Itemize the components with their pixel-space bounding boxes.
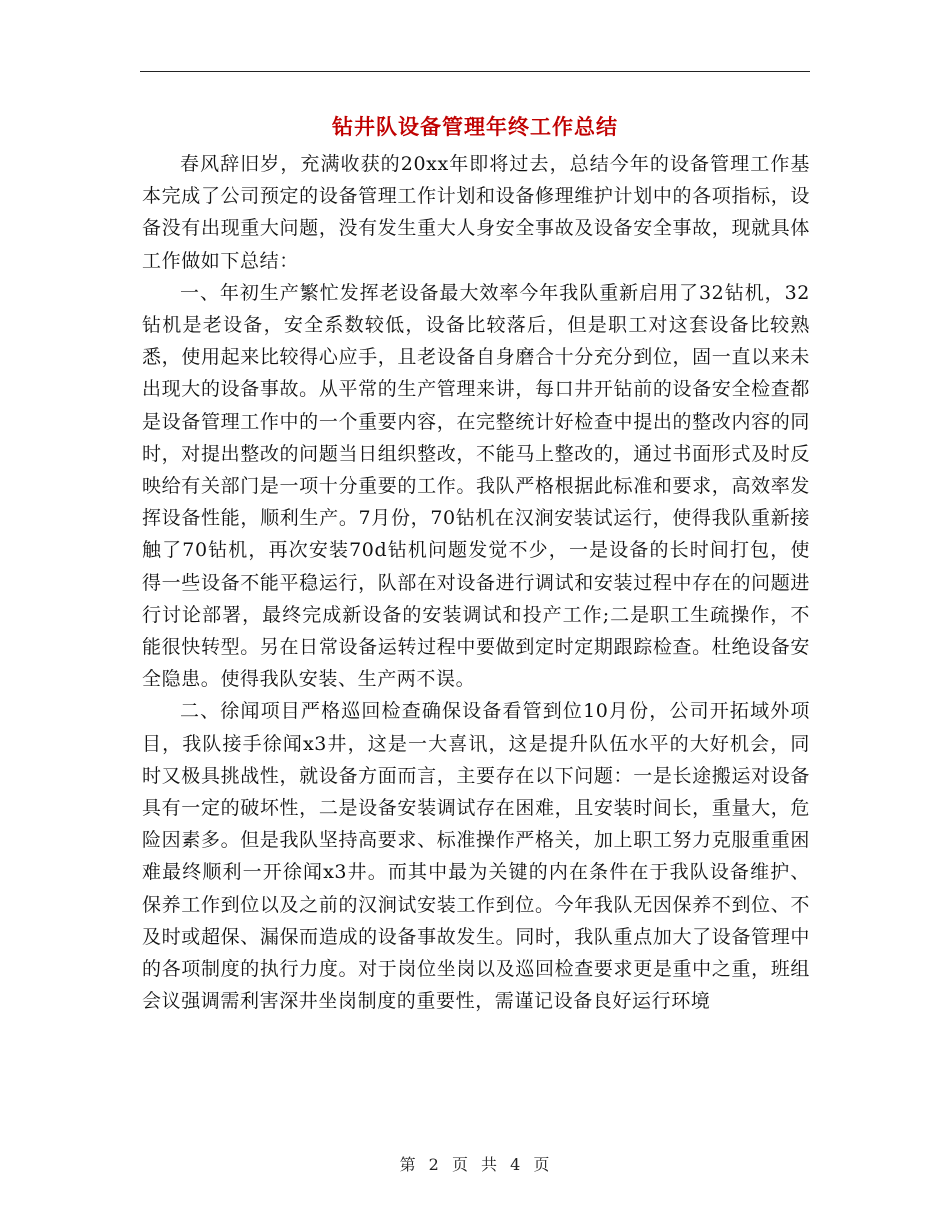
document-body bbox=[142, 148, 810, 1017]
paragraph-section-2: 二、徐闻项目严格巡回检查确保设备看管到位10月份，公司开拓域外项目，我队接手徐闻x3井，这是一大喜讯，这是提升队伍水平的大好机会，同时又极具挑战性，就设备方面而言，主要存在以下问题：一是长途搬运对设备具有一定的破坏性，二是设备安装调试存在困难，且安装时间长，重量大，危险因素多。但是我队坚持高要求、标准操作严格关，加上职工努力克服重重困难最终顺利一开徐闻x3井。而其中最为关键的内在条件在于我队设备维护、保养工作到位以及之前的汉涧试安装工作到位。今年我队无因保养不到位、不及时或超保、漏保而造成的设备事故发生。同时，我队重点加大了设备管理中的各项制度的执行力度。对于岗位坐岗以及巡回检查要求更是重中之重，班组会议强调需利害深井坐岗制度的重要性，需谨记设备良好运行环境 bbox=[142, 700, 810, 1013]
header-rule bbox=[140, 71, 810, 72]
paragraph-section-1: 一、年初生产繁忙发挥老设备最大效率今年我队重新启用了32钻机，32钻机是老设备，安全系数较低，设备比较落后，但是职工对这套设备比较熟悉，使用起来比较得心应手，且老设备自身磨合十分充分到位，固一直以来未出现大的设备事故。从平常的生产管理来讲，每口井开钻前的设备安全检查都是设备管理工作中的一个重要内容，在完整统计好检查中提出的整改内容的同时，对提出整改的问题当日组织整改，不能马上整改的，通过书面形式及时反映给有关部门是一项十分重要的工作。我队严格根据此标准和要求，高效率发挥设备性能，顺利生产。7月份，70钻机在汉涧安装试运行，使得我队重新接触了70钻机，再次安装70d钻机问题发觉不少，一是设备的长时间打包，使得一些设备不能平稳运行，队部在对设备进行调试和安装过程中存在的问题进行讨论部署，最终完成新设备的安装调试和投产工作;二是职工生疏操作，不能很快转型。另在日常设备运转过程中要做到定时定期跟踪检查。杜绝设备安全隐患。使得我队安装、生产两不误。 bbox=[142, 281, 810, 691]
document-title: 钻井队设备管理年终工作总结 bbox=[332, 114, 618, 139]
paragraph-intro: 春风辞旧岁，充满收获的20xx年即将过去，总结今年的设备管理工作基本完成了公司预定的设备管理工作计划和设备修理维护计划中的各项指标，设备没有出现重大问题，没有发生重大人身安全事故及设备安全事故，现就具体工作做如下总结： bbox=[142, 153, 810, 272]
page-number: 第 2 页 共 4 页 bbox=[399, 1155, 551, 1174]
